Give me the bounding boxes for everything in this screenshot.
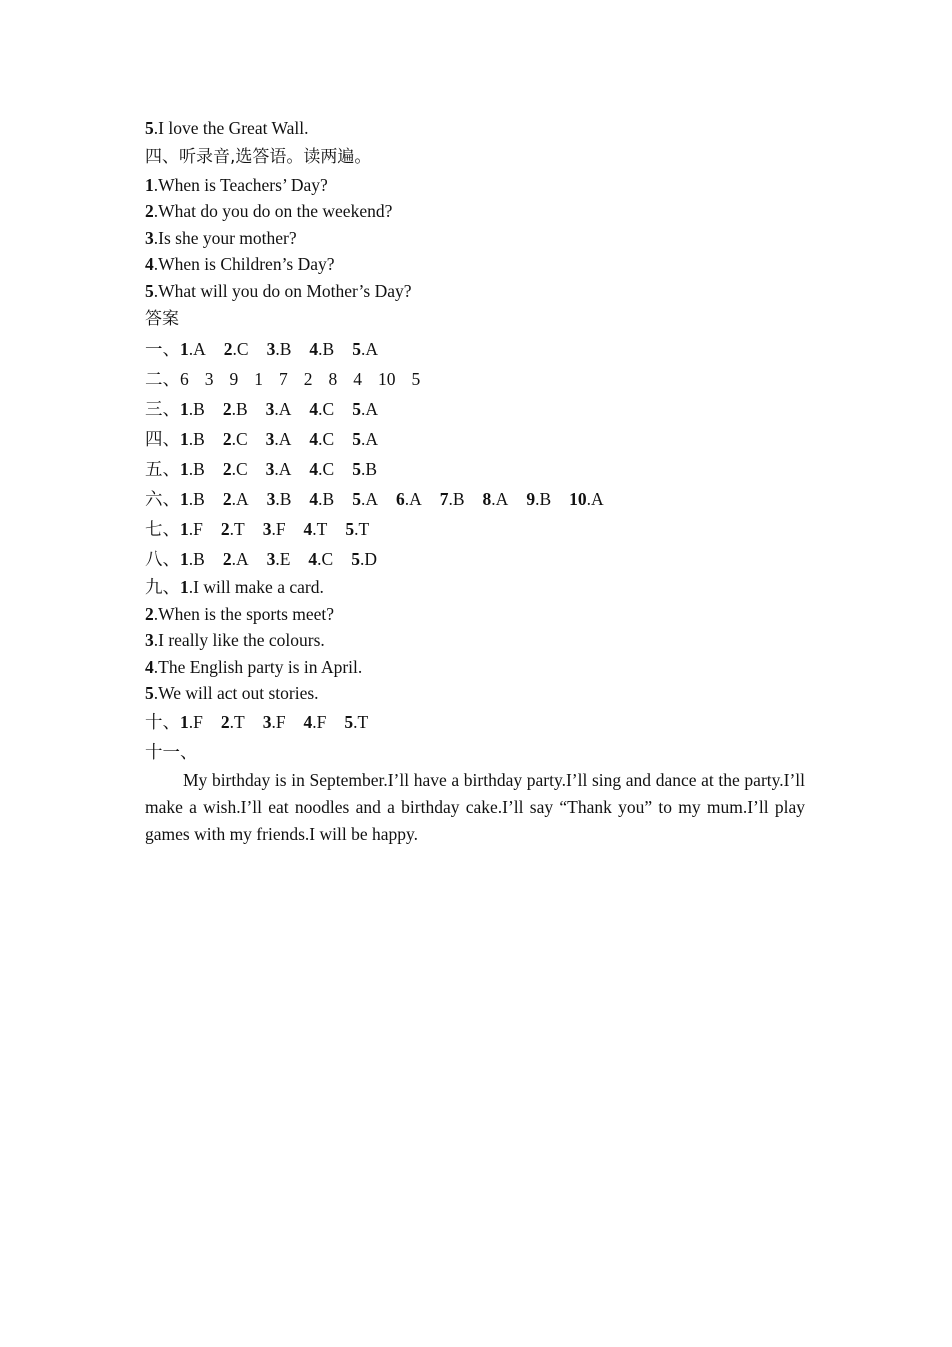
question-4 <box>145 251 810 278</box>
section-prefix: 二、 <box>145 369 180 389</box>
answer-item: 3.A <box>265 459 292 479</box>
question-3 <box>145 225 810 252</box>
answer-item: 5.A <box>352 399 378 419</box>
sequence-number: 4 <box>353 369 362 389</box>
question-number: 5 <box>145 280 154 301</box>
section-prefix: 八、 <box>145 549 180 569</box>
section-prefix: 十、 <box>145 711 180 732</box>
answer-item: 5.D <box>351 549 377 569</box>
answer-row-7 <box>145 514 810 544</box>
question-text: .What do you do on the weekend? <box>153 201 393 221</box>
question-text: .When is Teachers’ Day? <box>153 174 328 195</box>
answer-item: 1.B <box>180 399 205 419</box>
question-number: 2 <box>145 201 154 221</box>
answer-item: 5.A <box>352 489 378 509</box>
question-number: 4 <box>145 254 154 274</box>
answer-item: 2.C <box>222 459 248 479</box>
answer-row-4 <box>145 424 810 454</box>
answer-row-9-line-5: 5.We will act out stories. <box>145 683 319 703</box>
answer-item: 3.E <box>266 549 291 569</box>
answer-row-9-line-2: 2.When is the sports meet? <box>145 603 335 624</box>
question-number: 1 <box>145 174 154 195</box>
answer-item: 2.B <box>222 399 248 419</box>
answer-item: 6.A <box>395 489 422 509</box>
answer-item: 7.B <box>439 489 465 509</box>
question-text: .What will you do on Mother’s Day? <box>153 280 412 301</box>
answer-item: 5.A <box>352 429 378 449</box>
page-content <box>145 115 810 848</box>
answer-row-6 <box>145 484 810 514</box>
sequence-number: 9 <box>229 369 239 389</box>
answer-item: 3.A <box>265 399 292 419</box>
answer-item: 5.T <box>345 519 370 539</box>
answer-item: 4.F <box>303 711 327 732</box>
answer-item: 10.A <box>569 489 604 509</box>
section-prefix: 七、 <box>145 519 180 539</box>
answer-item: 3.B <box>266 489 292 509</box>
section-prefix: 四、 <box>145 429 180 449</box>
answer-row-9-line-1: 九、1.I will make a card. <box>145 577 324 597</box>
answer-item: 5.T <box>344 711 369 732</box>
answer-item: 4.T <box>303 519 328 539</box>
answer-item: 3.F <box>262 519 286 539</box>
answer-item: 9.B <box>526 489 552 509</box>
section-prefix: 三、 <box>145 399 180 419</box>
answer-item: 1.B <box>180 429 205 449</box>
answer-item: 3.A <box>265 429 292 449</box>
sequence-number: 10 <box>378 369 396 389</box>
answer-item: 1.B <box>180 459 205 479</box>
answer-item: 4.C <box>309 399 335 419</box>
sequence-number: 2 <box>303 369 313 389</box>
answer-row-8 <box>145 544 810 574</box>
question-text: .Is she your mother? <box>153 227 297 248</box>
answer-row-3 <box>145 394 810 424</box>
listening-item-5 <box>145 115 810 142</box>
answer-item: 8.A <box>482 489 509 509</box>
answer-item: 1.F <box>180 711 203 732</box>
section-4-title: 四、听录音,选答语。读两遍。 <box>145 146 372 167</box>
answer-item: 1.A <box>180 339 206 359</box>
answer-item: 1.B <box>180 489 205 509</box>
answer-row-10 <box>145 707 810 737</box>
answer-item: 4.B <box>309 489 335 509</box>
question-5 <box>145 278 810 305</box>
answer-row-11-prefix: 十一、 <box>145 741 198 762</box>
answer-item: 2.T <box>220 519 245 539</box>
answer-item: 2.C <box>222 429 248 449</box>
section-prefix: 六、 <box>145 489 180 509</box>
answer-row-9-line-4: 4.The English party is in April. <box>145 656 363 677</box>
answer-item: 2.C <box>223 339 249 359</box>
answer-item: 4.C <box>308 549 334 569</box>
answers-heading: 答案 <box>145 309 179 329</box>
question-1 <box>145 172 810 199</box>
question-2 <box>145 198 810 225</box>
sequence-number: 7 <box>279 369 288 389</box>
answer-item: 2.A <box>222 489 249 509</box>
answer-item: 2.T <box>220 711 245 732</box>
answer-item: 2.A <box>222 549 249 569</box>
question-text: .When is Children’s Day? <box>153 254 335 274</box>
answer-item: 1.B <box>180 549 205 569</box>
sequence-number: 8 <box>328 369 338 389</box>
sequence-number: 1 <box>254 369 263 389</box>
answer-item: 4.C <box>309 429 335 449</box>
answer-row-5 <box>145 454 810 484</box>
answer-item: 4.B <box>309 339 335 359</box>
answer-item: 3.B <box>266 339 292 359</box>
answer-item: 4.C <box>309 459 335 479</box>
answer-item: 1.F <box>180 519 203 539</box>
item-number: 5 <box>145 118 154 138</box>
question-number: 3 <box>145 227 154 248</box>
sequence-number: 5 <box>411 369 421 389</box>
answer-row-2 <box>145 364 810 394</box>
essay-paragraph: My birthday is in September.I’ll have a birthday party.I’ll sing and dance at the party.I’ll make a wish.I’ll eat noodles and a birthday cake.I’ll say “Thank you” to my mum.I’ll play games with my friends.I will be happy. <box>145 769 805 844</box>
answer-row-9-line-3: 3.I really like the colours. <box>145 630 325 650</box>
answer-item: 5.A <box>352 339 378 359</box>
answer-item: 5.B <box>352 459 378 479</box>
section-prefix: 一、 <box>145 339 180 359</box>
sequence-number: 6 <box>180 369 189 389</box>
item-text: .I love the Great Wall. <box>153 118 309 138</box>
answer-item: 3.F <box>262 711 286 732</box>
section-prefix: 五、 <box>145 459 180 479</box>
answer-row-1 <box>145 334 810 364</box>
section-prefix: 九、 <box>145 577 180 597</box>
sequence-number: 3 <box>204 369 214 389</box>
